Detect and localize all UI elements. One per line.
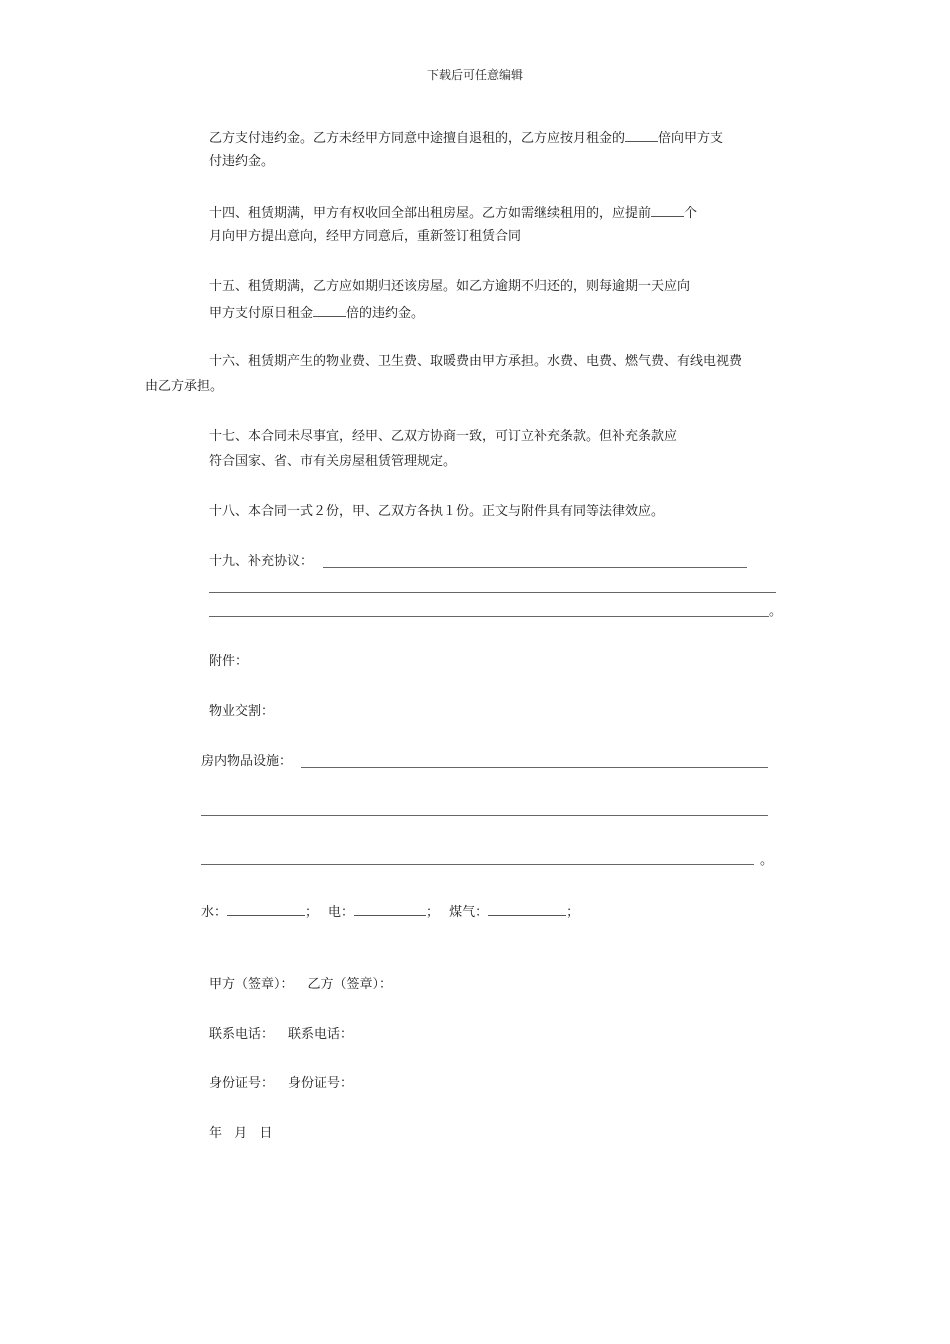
clause-15-text-b: 倍的违约金。 [346, 306, 425, 321]
facilities-label: 房内物品设施： [201, 754, 293, 769]
clause-19-label: 十九、补充协议： [209, 554, 314, 569]
utilities-row [201, 902, 579, 922]
clause-15-text-a: 甲方支付原日租金 [209, 306, 314, 321]
clause-13-line-1 [209, 128, 723, 148]
clause-16-line-1: 十六、租赁期产生的物业费、卫生费、取暖费由甲方承担。水费、电费、燃气费、有线电视费 [209, 354, 743, 369]
electricity-blank [354, 902, 426, 916]
facilities-line-2 [201, 815, 768, 816]
clause-15-line-1: 十五、租赁期满，乙方应如期归还该房屋。如乙方逾期不归还的，则每逾期一天应向 [209, 279, 691, 294]
supplement-end-mark: 。 [769, 604, 783, 619]
electricity-label: 电： [328, 905, 355, 920]
gas-sep: ； [566, 905, 580, 920]
clause-17-line-1: 十七、本合同未尽事宜，经甲、乙双方协商一致，可订立补充条款。但补充条款应 [209, 429, 678, 444]
clause-14-text-a: 十四、租赁期满，甲方有权收回全部出租房屋。乙方如需继续租用的，应提前 [209, 206, 652, 221]
signature-row [209, 976, 392, 994]
water-blank [227, 902, 305, 916]
supplement-line-3 [209, 616, 769, 617]
clause-15-line-2 [209, 303, 424, 323]
attachment-label: 附件： [209, 654, 249, 669]
blank-daily-multiplier [313, 303, 346, 317]
date-day: 日 [259, 1126, 273, 1141]
clause-16-line-2: 由乙方承担。 [145, 379, 224, 394]
property-handover-label: 物业交割： [209, 704, 275, 719]
date-row [209, 1125, 272, 1143]
water-label: 水： [201, 905, 228, 920]
facilities-end-mark: 。 [760, 853, 774, 868]
party-b-signature-label: 乙方（签章）： [307, 977, 393, 992]
blank-months [651, 203, 684, 217]
party-a-id-label: 身份证号： [209, 1076, 275, 1091]
date-year: 年 [209, 1126, 223, 1141]
supplement-line-1 [323, 567, 747, 568]
clause-13-line-2: 付违约金。 [209, 154, 275, 169]
party-a-signature-label: 甲方（签章）： [209, 977, 294, 992]
clause-17-line-2: 符合国家、省、市有关房屋租赁管理规定。 [209, 454, 457, 469]
page-header: 下载后可任意编辑 [426, 68, 523, 82]
blank-multiplier [625, 128, 658, 142]
clause-13-text-b: 倍向甲方支 [658, 131, 724, 146]
clause-14-line-2: 月向甲方提出意向，经甲方同意后，重新签订租赁合同 [209, 229, 522, 244]
gas-blank [488, 902, 566, 916]
party-a-phone-label: 联系电话： [209, 1027, 275, 1042]
electricity-sep: ； [426, 905, 440, 920]
supplement-line-2 [209, 592, 776, 593]
clause-14-text-b: 个 [684, 206, 698, 221]
party-b-phone-label: 联系电话： [288, 1027, 354, 1042]
clause-14-line-1 [209, 203, 697, 223]
clause-18-line-1: 十八、本合同一式２份，甲、乙双方各执１份。正文与附件具有同等法律效应。 [209, 504, 665, 519]
phone-row [209, 1026, 353, 1044]
water-sep: ； [305, 905, 319, 920]
id-row [209, 1075, 353, 1093]
facilities-line-1 [301, 767, 768, 768]
date-month: 月 [234, 1126, 248, 1141]
facilities-line-3 [201, 864, 754, 865]
party-b-id-label: 身份证号： [288, 1076, 354, 1091]
clause-13-text-a: 乙方支付违约金。乙方未经甲方同意中途擅自退租的，乙方应按月租金的 [209, 131, 626, 146]
gas-label: 煤气： [449, 905, 489, 920]
